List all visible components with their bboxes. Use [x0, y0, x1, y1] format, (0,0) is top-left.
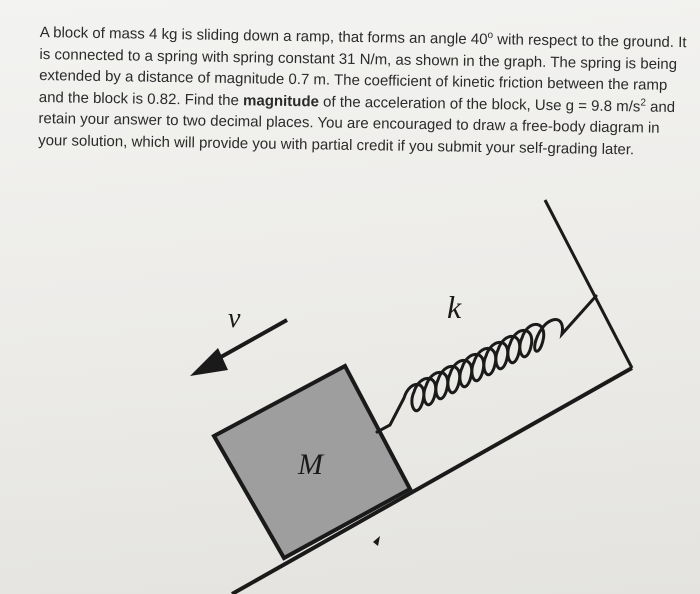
block-label: M: [298, 448, 323, 481]
velocity-label: v⃗: [228, 303, 263, 334]
problem-text-part3: of the acceleration of the block, Use g = 9.8 m/s: [318, 92, 641, 115]
degree-symbol: o: [487, 30, 494, 42]
problem-text-part2: with respect to the ground. It is connected to a spring with spring constant 31 N/m, as shown in the graph. The spring is being extended by a distance of magnitude 0.7 m. The coefficient of kinetic friction between the ramp and the block is 0.82. Find the: [38, 31, 687, 109]
spring: [377, 296, 596, 432]
ramp-wall: [545, 200, 632, 368]
magnitude-emphasis: magnitude: [242, 91, 320, 110]
spring-label: k: [447, 289, 462, 325]
problem-text-part4: and retain your answer to two decimal places. You are encouraged to draw a free-body diagram in your solution, which will provide you with partial credit if you submit your self-grading later.: [38, 98, 676, 158]
velocity-arrow-head: [190, 348, 228, 376]
cursor-mark: [373, 536, 380, 546]
problem-text-part1: A block of mass 4 kg is sliding down a ramp, that forms an angle 40: [39, 23, 488, 49]
exponent-2: 2: [640, 96, 647, 109]
